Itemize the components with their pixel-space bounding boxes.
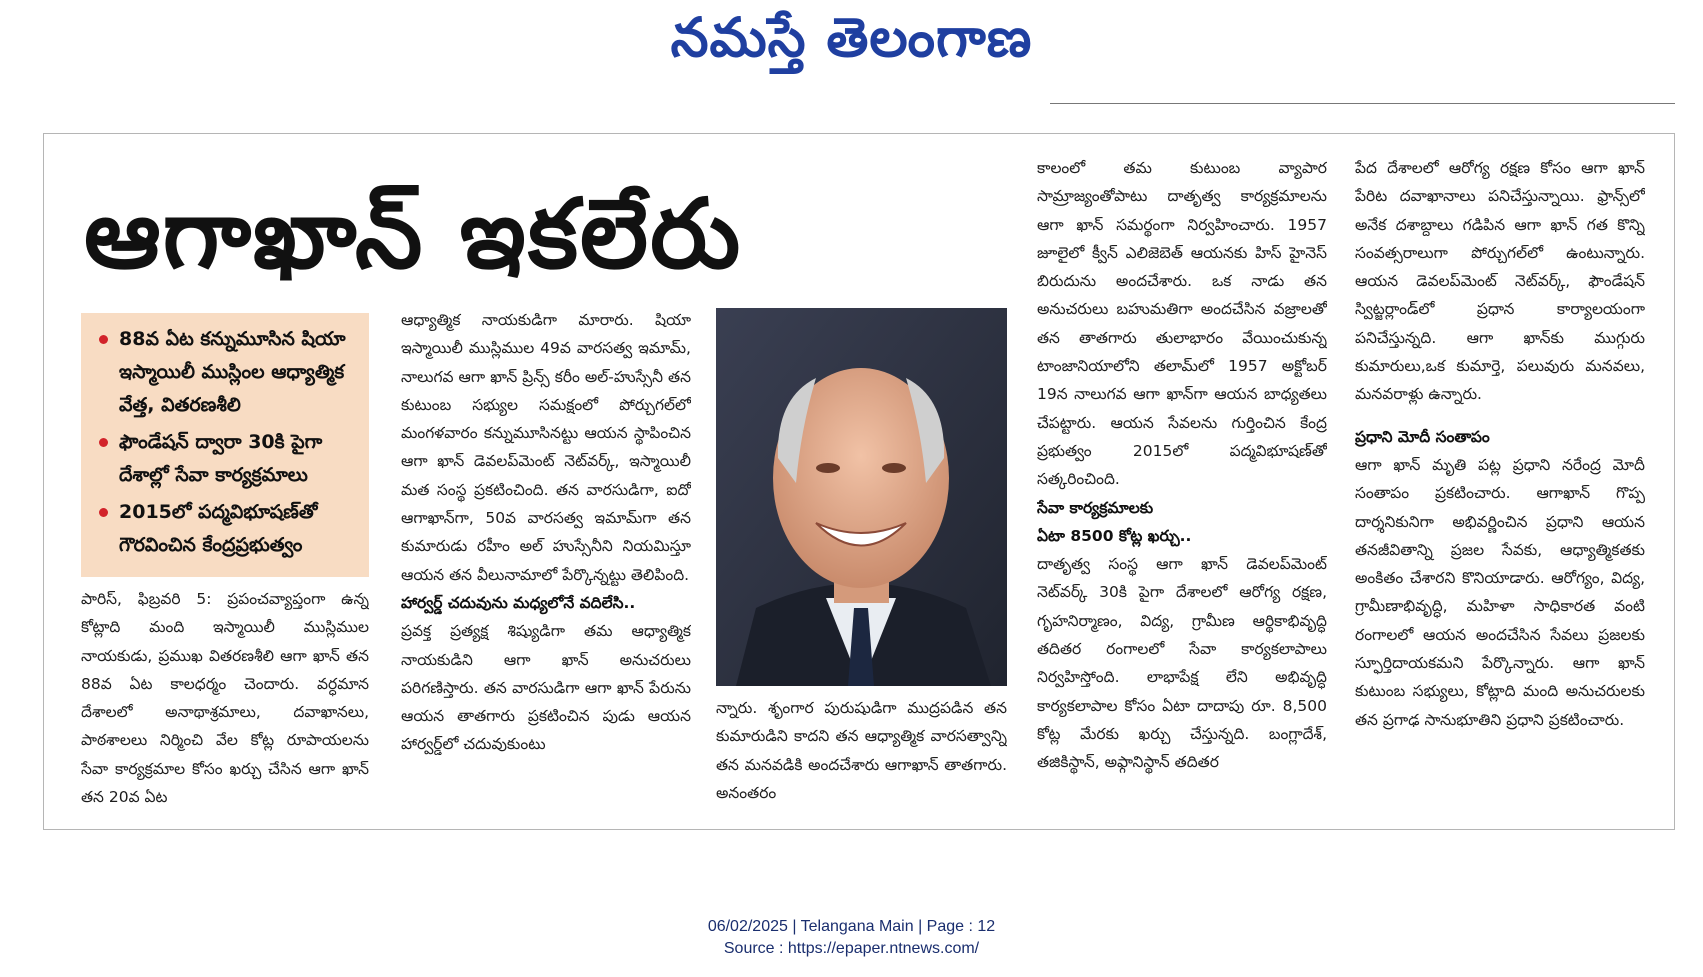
highlight-item xyxy=(97,496,357,562)
footer xyxy=(0,916,1703,960)
column-3-text: న్నారు. శృంగార పురుషుడిగా ముద్రపడిన తన కుమారుడిని కాదని తన ఆధ్యాత్మిక వారసత్వాన్ని తన మనవడికి అందచేశారు ఆగాఖాన్ తాతగారు. అనంతరం xyxy=(716,699,1007,802)
column-2-text-2: ప్రవక్త ప్రత్యక్ష శిష్యుడిగా తమ ఆధ్యాత్మిక నాయకుడిని ఆగా ఖాన్ అనుచరులు పరిగణిస్తారు. తన వారసుడిగా ఆగా ఖాన్ పేరును ఆయన తాతగారు ప్రకటించిన పుడు ఆయన హార్వర్డ్‌లో చదువుకుంటు xyxy=(401,622,691,754)
column-5 xyxy=(1355,154,1645,824)
masthead-rule xyxy=(1050,103,1675,104)
portrait-photo xyxy=(716,308,1007,686)
column-4-subhead-2: ఏటా 8500 కోట్ల ఖర్చు.. xyxy=(1037,526,1192,545)
column-1 xyxy=(81,585,369,825)
highlight-text: 2015లో పద్మవిభూషణ్‌తో గౌరవించిన కేంద్రప్రభుత్వం xyxy=(119,501,318,556)
bullet-icon xyxy=(99,508,108,517)
highlight-item xyxy=(97,323,357,422)
column-5-spacer xyxy=(1355,409,1645,423)
portrait-illustration xyxy=(716,308,1007,686)
highlight-text: ఫౌండేషన్ ద్వారా 30కి పైగా దేశాల్లో సేవా కార్యక్రమాలు xyxy=(119,431,323,486)
column-4-subhead-1: సేవా కార్యక్రమాలకు xyxy=(1037,498,1154,517)
headline: ఆగాఖాన్ ఇకలేరు xyxy=(84,178,743,290)
highlight-item xyxy=(97,426,357,492)
article xyxy=(43,133,1675,830)
highlight-text: 88వ ఏట కన్నుమూసిన షియా ఇస్మాయిలీ ముస్లింల ఆధ్యాత్మిక వేత్త, వితరణశీలి xyxy=(119,328,346,416)
column-4 xyxy=(1037,154,1327,824)
column-4-text-1: కాలంలో తమ కుటుంబ వ్యాపార సామ్రాజ్యంతోపాటు దాతృత్వ కార్యక్రమాలను ఆగా ఖాన్ సమర్థంగా నిర్వహించారు. 1957 జూలైలో క్వీన్ ఎలిజెబెత్ ఆయనకు హిస్ హైనెస్ బిరుదును అందచేశారు. ఒక నాడు తన అనుచరులు బహుమతిగా అందచేసిన వజ్రాలతో తన తాతగారు తులాభారం వేయించుకున్న టాంజానియాలోని తలామ్‌లో 1957 అక్టోబర్ 19న నాలుగవ ఆగా ఖాన్‌గా ఆయన బాధ్యతలు చేపట్టారు. ఆయన సేవలను గుర్తించిన కేంద్ర ప్రభుత్వం 2015లో పద్మవిభూషణ్‌తో సత్కరించింది. xyxy=(1037,159,1327,489)
bullet-icon xyxy=(99,335,108,344)
column-2-subhead: హార్వర్డ్ చదువును మధ్యలోనే వదిలేసి.. xyxy=(401,593,636,612)
column-4-text-2: దాతృత్వ సంస్థ ఆగా ఖాన్ డెవలప్‌మెంట్ నెట్‌వర్క్ 30కి పైగా దేశాలలో ఆరోగ్య రక్షణ, గృహనిర్మాణం, విద్య, గ్రామీణ ఆర్థికాభివృద్ధి తదితర రంగాలలో సేవా కార్యకలాపాలు నిర్వహిస్తోంది. లాభాపేక్ష లేని అభివృద్ధి కార్యకలాపాల కోసం ఏటా దాదాపు రూ. 8,500 కోట్ల మేరకు ఖర్చు చేస్తున్నది. బంగ్లాదేశ్, తజికిస్థాన్, అఫ్గానిస్థాన్ తదితర xyxy=(1037,555,1327,772)
footer-source: Source : https://epaper.ntnews.com/ xyxy=(723,940,980,957)
footer-date-edition: 06/02/2025 | Telangana Main | Page : 12 xyxy=(707,918,996,935)
column-1-text: పారిస్, ఫిబ్రవరి 5: ప్రపంచవ్యాప్తంగా ఉన్న కోట్లాది మంది ఇస్మాయిలీ ముస్లిముల నాయకుడు, ప్రముఖ వితరణశీలి ఆగా ఖాన్ తన 88వ ఏట కాలధర్మం చెందారు. వర్ధమాన దేశాలలో అనాథాశ్రమాలు, దవాఖానలు, పాఠశాలలు నిర్మించి వేల కోట్ల రూపాయలను సేవా కార్యక్రమాల కోసం ఖర్చు చేసిన ఆగా ఖాన్ తన 20వ ఏట xyxy=(81,590,369,807)
column-5-text-2: ఆగా ఖాన్ మృతి పట్ల ప్రధాని నరేంద్ర మోదీ సంతాపం ప్రకటించారు. ఆగాఖాన్ గొప్ప దార్శనికునిగా అభివర్ణించిన ప్రధాని ఆయన తనజీవితాన్ని ప్రజల సేవకు, ఆధ్యాత్మికతకు అంకితం చేశారని కొనియాడారు. ఆరోగ్యం, విద్య, గ్రామీణాభివృద్ధి, మహిళా సాధికారత వంటి రంగాలలో ఆయన అందచేసిన సేవలు ప్రజలకు స్ఫూర్తిదాయకమని పేర్కొన్నారు. ఆగా ఖాన్ కుటుంబ సభ్యులు, కోట్లాది మంది అనుచరులకు తన ప్రగాఢ సానుభూతిని ప్రధాని ప్రకటించారు. xyxy=(1355,455,1645,729)
column-2 xyxy=(401,306,691,824)
column-5-subhead: ప్రధాని మోదీ సంతాపం xyxy=(1355,427,1490,446)
masthead-logo: నమస్తే తెలంగాణ xyxy=(670,6,1033,69)
column-2-text-1: ఆధ్యాత్మిక నాయకుడిగా మారారు. షియా ఇస్మాయిలీ ముస్లిముల 49వ వారసత్వ ఇమామ్, నాలుగవ ఆగా ఖాన్ ప్రిన్స్ కరీం అల్-హుస్సేనీ తన కుటుంబ సభ్యుల సమక్షంలో పోర్చుగల్‌లో మంగళవారం కన్నుమూసినట్టు ఆయన స్థాపించిన ఆగా ఖాన్ డెవలప్‌మెంట్ నెట్‌వర్క్, ఇస్మాయిలీ మత సంస్థ ప్రకటించింది. తన వారసుడిగా, ఐదో ఆగాఖాన్‌గా, 50వ వారసత్వ ఇమామ్‌గా తన కుమారుడు రహీం అల్ హుస్సేనీని నియమిస్తూ ఆయన తన వీలునామాలో పేర్కొన్నట్టు తెలిపింది. xyxy=(401,311,691,584)
bullet-icon xyxy=(99,438,108,447)
highlights-box xyxy=(81,313,369,577)
column-3 xyxy=(716,694,1007,824)
column-5-text-1: పేద దేశాలలో ఆరోగ్య రక్షణ కోసం ఆగా ఖాన్ పేరిట దవాఖానాలు పనిచేస్తున్నాయి. ఫ్రాన్స్‌లో అనేక దశాబ్దాలు గడిపిన ఆగా ఖాన్ గత కొన్ని సంవత్సరాలుగా పోర్చుగల్‌లో ఉంటున్నారు. ఆయన డెవలప్‌మెంట్ నెట్‌వర్క్, ఫౌండేషన్ స్విట్జర్లాండ్‌లో ప్రధాన కార్యాలయంగా పనిచేస్తున్నది. ఆగా ఖాన్‌కు ముగ్గురు కుమారులు,ఒక కుమార్తె, పలువురు మనవలు, మనవరాళ్లు ఉన్నారు. xyxy=(1355,159,1645,404)
